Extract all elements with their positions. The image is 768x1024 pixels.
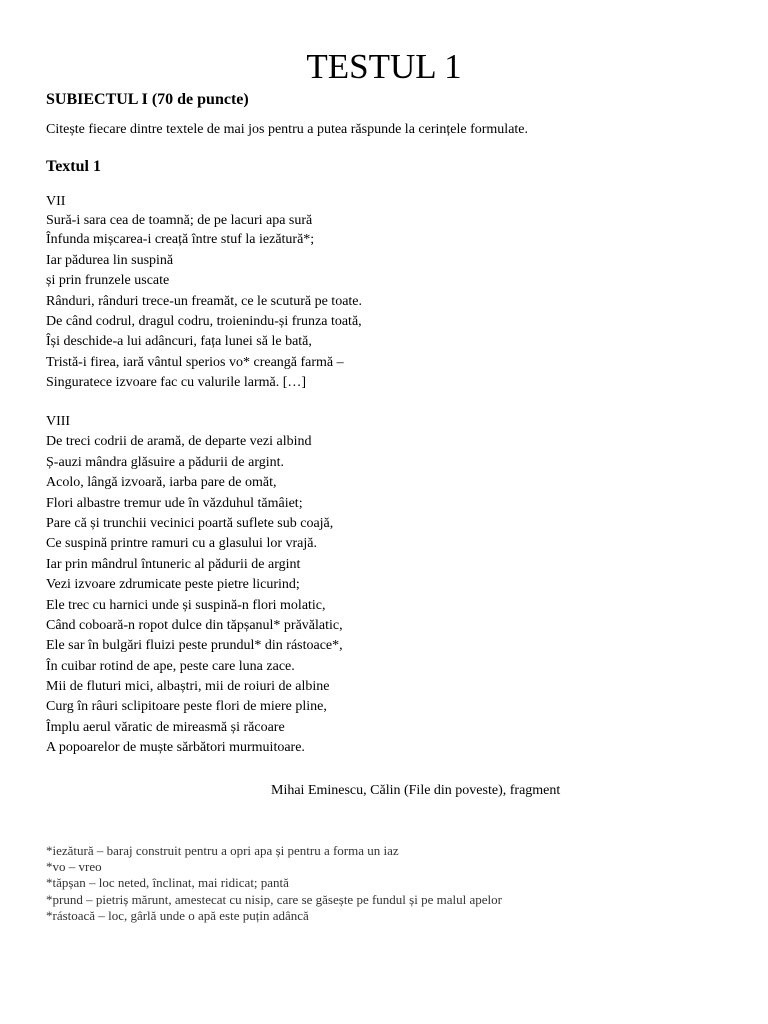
stanza-number: VII — [46, 194, 66, 209]
glossary-note: *tăpșan – loc neted, înclinat, mai ridicat; pantă — [46, 875, 289, 891]
page-title: TESTUL 1 — [306, 47, 462, 86]
poem-line: Mii de fluturi mici, albaștri, mii de roiuri de albine — [46, 679, 330, 695]
glossary-notes — [46, 843, 502, 924]
subject-heading: SUBIECTUL I (70 de puncte) — [46, 91, 249, 108]
poem-line: Rânduri, rânduri trece-un freamăt, ce le scutură pe toate. — [46, 293, 363, 309]
poem-line: Își deschide-a lui adâncuri, fața lunei să le bată, — [46, 334, 312, 350]
poem-line: Împlu aerul văratic de mireasmă și răcoare — [46, 719, 285, 735]
glossary-note: *rástoacă – loc, gârlă unde o apă este puțin adâncă — [46, 907, 309, 923]
stanza-number: VIII — [46, 414, 71, 429]
instruction-text: Citește fiecare dintre textele de mai jos pentru a putea răspunde la cerințele formulate. — [46, 122, 529, 137]
glossary-note: *prund – pietriș mărunt, amestecat cu nisip, care se găsește pe fundul și pe malul apelor — [46, 891, 502, 907]
poem-line: Pare că și trunchii vecinici poartă suflete sub coajă, — [46, 515, 334, 531]
poem-stanza-vii — [46, 192, 362, 394]
poem-line: Singuratece izvoare fac cu valurile larmă. […] — [46, 375, 307, 391]
poem-line: Când coboară-n ropot dulce din tăpșanul* prăvălatic, — [46, 617, 343, 633]
poem-line: Flori albastre tremur ude în văzduhul tămâiet; — [46, 495, 303, 511]
poem-stanza-viii — [46, 412, 343, 759]
poem-line: Curg în râuri sclipitoare peste flori de miere pline, — [46, 699, 327, 715]
poem-line: De treci codrii de aramă, de departe vezi albind — [46, 434, 312, 450]
poem-line: Tristă-i firea, iară vântul sperios vo* creangă farmă – — [46, 354, 344, 370]
poem-line: Ele trec cu harnici unde și suspină-n flori molatic, — [46, 597, 326, 613]
glossary-note: *iezătură – baraj construit pentru a opri apa și pentru a forma un iaz — [46, 843, 399, 858]
poem-line: Iar pădurea lin suspină — [46, 252, 174, 268]
poem-line: De când codrul, dragul codru, troienindu-și frunza toată, — [46, 313, 362, 329]
poem-line: și prin frunzele uscate — [46, 273, 170, 289]
poem-line: Înfunda mișcarea-i creață între stuf la iezătură*; — [46, 232, 315, 248]
poem-line: Iar prin mândrul întuneric al pădurii de argint — [46, 556, 301, 572]
poem-line: Vezi izvoare zdrumicate peste pietre licurind; — [46, 577, 300, 593]
poem-line: Ele sar în bulgări fluizi peste prundul* din rástoace*, — [46, 638, 343, 654]
poem-line: Sură-i sara cea de toamnă; de pe lacuri apa sură — [46, 213, 313, 229]
poem-line: Acolo, lângă izvoară, iarba pare de omăt, — [46, 475, 277, 491]
glossary-note: *vo – vreo — [46, 859, 102, 875]
poem-line: În cuibar rotind de ape, peste care luna zace. — [46, 658, 295, 674]
poem-line: A popoarelor de muște sărbători murmuitoare. — [46, 740, 305, 756]
poem-line: Ș-auzi mândra glăsuire a pădurii de argint. — [46, 454, 285, 470]
text-heading: Textul 1 — [46, 158, 101, 175]
source-attribution: Mihai Eminescu, Călin (File din poveste), fragment — [271, 783, 561, 798]
poem-line: Ce suspină printre ramuri cu a glasului lor vrajă. — [46, 536, 317, 552]
